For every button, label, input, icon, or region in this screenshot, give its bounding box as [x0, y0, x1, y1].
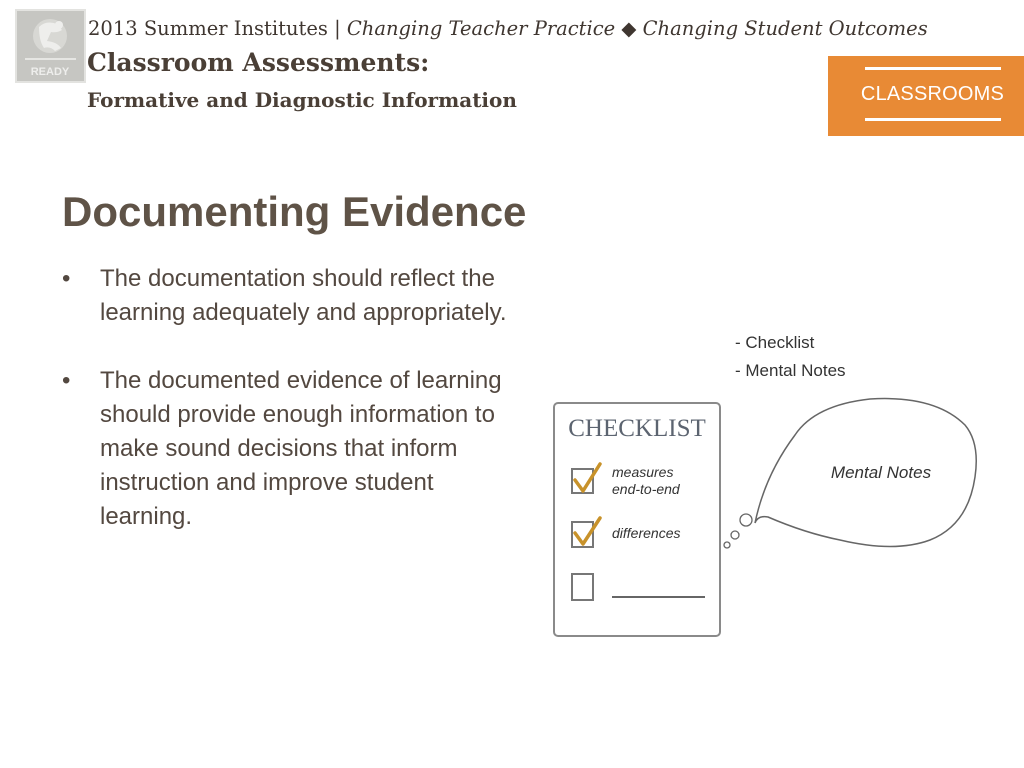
legend-mental-notes: - Mental Notes	[735, 361, 846, 380]
bullet-item	[62, 364, 512, 534]
bullet-text: The documented evidence of learning should provide enough information to make sound decisions that inform instruction and improve student learning.	[100, 367, 502, 530]
section-badge	[828, 56, 1024, 136]
checklist-item-text: end-to-end	[612, 481, 680, 497]
program-tagline	[88, 17, 928, 40]
badge-rule-top	[865, 67, 1001, 70]
bullet-symbol: •	[62, 265, 71, 292]
checklist-item-text: measures	[612, 464, 674, 480]
thought-circle	[724, 542, 730, 548]
program-prefix: 2013 Summer Institutes |	[88, 17, 347, 40]
checklist-item-text: differences	[612, 525, 681, 541]
bullet-text: The documentation should reflect the learning adequately and appropriately.	[100, 265, 507, 326]
ready-logo-icon	[15, 9, 86, 83]
checklist-illustration	[540, 325, 990, 645]
bullet-symbol: •	[62, 367, 71, 394]
slide-title: Documenting Evidence	[62, 188, 527, 235]
bubble-text: Mental Notes	[830, 463, 932, 482]
bullet-item	[62, 262, 512, 330]
badge-rule-bottom	[865, 118, 1001, 121]
program-theme-b: Changing Student Outcomes	[642, 17, 928, 40]
legend-checklist: - Checklist	[735, 333, 815, 352]
deck-title: Classroom Assessments:	[87, 48, 430, 77]
checklist-title: CHECKLIST	[568, 415, 706, 442]
badge-label: CLASSROOMS	[860, 83, 1005, 105]
logo-text: READY	[30, 66, 70, 78]
bullet-list	[62, 262, 512, 568]
program-separator: ◆	[615, 17, 643, 40]
program-theme-a: Changing Teacher Practice	[346, 17, 616, 40]
thought-circle	[731, 531, 739, 539]
thought-circle	[740, 514, 752, 526]
deck-subtitle: Formative and Diagnostic Information	[87, 88, 517, 112]
